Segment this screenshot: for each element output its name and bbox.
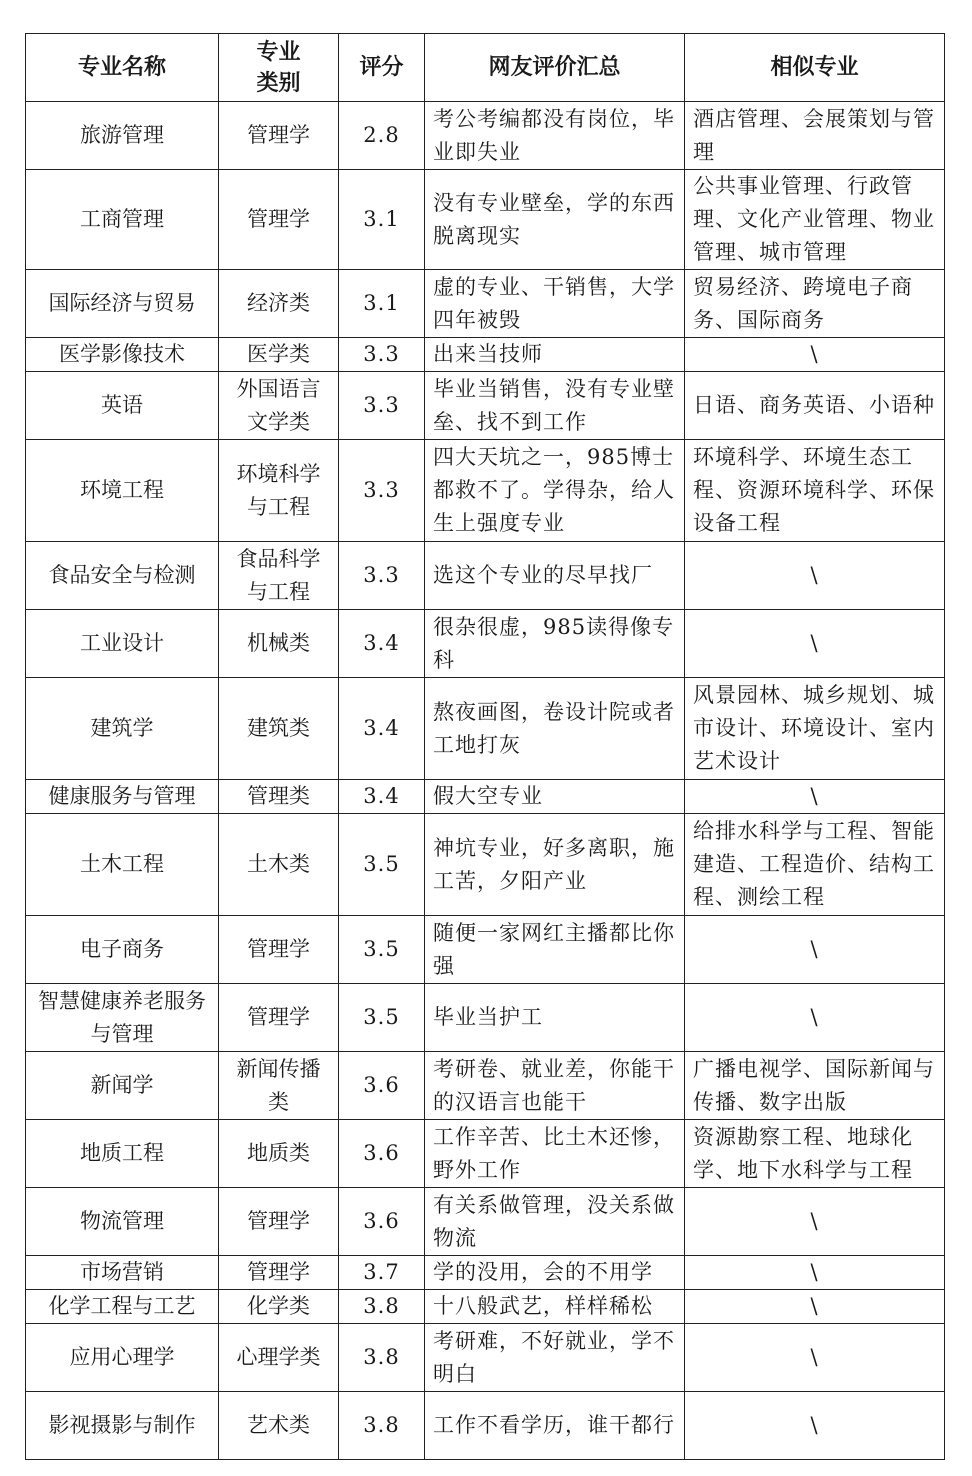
similar-majors: 贸易经济、跨境电子商务、国际商务 xyxy=(685,270,945,338)
major-category: 食品科学与工程 xyxy=(219,542,339,610)
similar-majors: \ xyxy=(685,338,945,372)
major-review: 熬夜画图，卷设计院或者工地打灰 xyxy=(425,678,685,780)
major-category: 管理学 xyxy=(219,984,339,1052)
table-row xyxy=(26,440,945,542)
header-similar: 相似专业 xyxy=(685,34,945,102)
similar-majors: \ xyxy=(685,1324,945,1392)
table-row xyxy=(26,610,945,678)
table-row xyxy=(26,1120,945,1188)
table-row xyxy=(26,984,945,1052)
major-category: 管理学 xyxy=(219,102,339,170)
similar-majors: 日语、商务英语、小语种 xyxy=(685,372,945,440)
major-name: 智慧健康养老服务与管理 xyxy=(26,984,219,1052)
major-review: 考公考编都没有岗位，毕业即失业 xyxy=(425,102,685,170)
major-score: 3.1 xyxy=(339,270,425,338)
major-category: 环境科学与工程 xyxy=(219,440,339,542)
major-review: 四大天坑之一，985博士都救不了。学得杂，给人生上强度专业 xyxy=(425,440,685,542)
major-review: 考研卷、就业差，你能干的汉语言也能干 xyxy=(425,1052,685,1120)
majors-table xyxy=(25,33,945,1460)
table-row xyxy=(26,542,945,610)
major-score: 3.6 xyxy=(339,1188,425,1256)
table-row xyxy=(26,1324,945,1392)
header-review: 网友评价汇总 xyxy=(425,34,685,102)
major-name: 电子商务 xyxy=(26,916,219,984)
major-score: 3.8 xyxy=(339,1290,425,1324)
major-name: 旅游管理 xyxy=(26,102,219,170)
major-name: 工业设计 xyxy=(26,610,219,678)
similar-majors: \ xyxy=(685,916,945,984)
header-name: 专业名称 xyxy=(26,34,219,102)
similar-majors: \ xyxy=(685,984,945,1052)
major-review: 随便一家网红主播都比你强 xyxy=(425,916,685,984)
major-category: 管理学 xyxy=(219,916,339,984)
major-review: 神坑专业，好多离职，施工苦，夕阳产业 xyxy=(425,814,685,916)
major-category: 化学类 xyxy=(219,1290,339,1324)
similar-majors: 广播电视学、国际新闻与传播、数字出版 xyxy=(685,1052,945,1120)
major-name: 环境工程 xyxy=(26,440,219,542)
major-score: 3.6 xyxy=(339,1120,425,1188)
similar-majors: \ xyxy=(685,1256,945,1290)
major-score: 3.5 xyxy=(339,814,425,916)
major-review: 没有专业壁垒，学的东西脱离现实 xyxy=(425,170,685,270)
major-review: 考研难，不好就业，学不明白 xyxy=(425,1324,685,1392)
major-score: 3.7 xyxy=(339,1256,425,1290)
major-name: 化学工程与工艺 xyxy=(26,1290,219,1324)
major-score: 3.1 xyxy=(339,170,425,270)
similar-majors: \ xyxy=(685,1392,945,1460)
major-score: 3.4 xyxy=(339,780,425,814)
major-review: 学的没用，会的不用学 xyxy=(425,1256,685,1290)
major-score: 3.3 xyxy=(339,338,425,372)
major-category: 建筑类 xyxy=(219,678,339,780)
major-score: 3.8 xyxy=(339,1392,425,1460)
similar-majors: 给排水科学与工程、智能建造、工程造价、结构工程、测绘工程 xyxy=(685,814,945,916)
major-name: 建筑学 xyxy=(26,678,219,780)
major-score: 3.3 xyxy=(339,440,425,542)
major-score: 3.4 xyxy=(339,610,425,678)
major-category: 外国语言文学类 xyxy=(219,372,339,440)
major-review: 出来当技师 xyxy=(425,338,685,372)
major-review: 很杂很虚，985读得像专科 xyxy=(425,610,685,678)
table-row xyxy=(26,1188,945,1256)
table-row xyxy=(26,678,945,780)
major-score: 3.5 xyxy=(339,916,425,984)
major-name: 国际经济与贸易 xyxy=(26,270,219,338)
major-review: 工作不看学历，谁干都行 xyxy=(425,1392,685,1460)
major-score: 3.6 xyxy=(339,1052,425,1120)
table-row xyxy=(26,1052,945,1120)
similar-majors: 环境科学、环境生态工程、资源环境科学、环保设备工程 xyxy=(685,440,945,542)
major-score: 3.8 xyxy=(339,1324,425,1392)
similar-majors: \ xyxy=(685,1188,945,1256)
similar-majors: \ xyxy=(685,542,945,610)
table-row xyxy=(26,270,945,338)
similar-majors: 风景园林、城乡规划、城市设计、环境设计、室内艺术设计 xyxy=(685,678,945,780)
header-score: 评分 xyxy=(339,34,425,102)
major-category: 地质类 xyxy=(219,1120,339,1188)
table-row xyxy=(26,102,945,170)
table-row xyxy=(26,338,945,372)
major-review: 十八般武艺，样样稀松 xyxy=(425,1290,685,1324)
similar-majors: 酒店管理、会展策划与管理 xyxy=(685,102,945,170)
similar-majors: \ xyxy=(685,1290,945,1324)
major-name: 应用心理学 xyxy=(26,1324,219,1392)
table-row xyxy=(26,1256,945,1290)
table-row xyxy=(26,1392,945,1460)
similar-majors: \ xyxy=(685,780,945,814)
major-review: 毕业当销售，没有专业壁垒、找不到工作 xyxy=(425,372,685,440)
major-name: 物流管理 xyxy=(26,1188,219,1256)
major-score: 3.3 xyxy=(339,542,425,610)
major-score: 3.4 xyxy=(339,678,425,780)
major-category: 艺术类 xyxy=(219,1392,339,1460)
major-score: 3.3 xyxy=(339,372,425,440)
similar-majors: 资源勘察工程、地球化学、地下水科学与工程 xyxy=(685,1120,945,1188)
major-category: 新闻传播类 xyxy=(219,1052,339,1120)
major-review: 选这个专业的尽早找厂 xyxy=(425,542,685,610)
major-score: 2.8 xyxy=(339,102,425,170)
similar-majors: 公共事业管理、行政管理、文化产业管理、物业管理、城市管理 xyxy=(685,170,945,270)
major-name: 地质工程 xyxy=(26,1120,219,1188)
major-name: 英语 xyxy=(26,372,219,440)
header-row xyxy=(26,34,945,102)
major-review: 假大空专业 xyxy=(425,780,685,814)
major-review: 工作辛苦、比土木还惨，野外工作 xyxy=(425,1120,685,1188)
major-category: 土木类 xyxy=(219,814,339,916)
major-name: 新闻学 xyxy=(26,1052,219,1120)
major-name: 健康服务与管理 xyxy=(26,780,219,814)
similar-majors: \ xyxy=(685,610,945,678)
table-row xyxy=(26,170,945,270)
major-name: 市场营销 xyxy=(26,1256,219,1290)
major-score: 3.5 xyxy=(339,984,425,1052)
table-row xyxy=(26,780,945,814)
major-name: 工商管理 xyxy=(26,170,219,270)
major-category: 管理类 xyxy=(219,780,339,814)
major-name: 食品安全与检测 xyxy=(26,542,219,610)
table-row xyxy=(26,916,945,984)
major-review: 虚的专业、干销售，大学四年被毁 xyxy=(425,270,685,338)
major-category: 管理学 xyxy=(219,1256,339,1290)
table-row xyxy=(26,372,945,440)
major-name: 土木工程 xyxy=(26,814,219,916)
major-category: 心理学类 xyxy=(219,1324,339,1392)
major-category: 医学类 xyxy=(219,338,339,372)
major-category: 管理学 xyxy=(219,170,339,270)
major-name: 影视摄影与制作 xyxy=(26,1392,219,1460)
table-row xyxy=(26,1290,945,1324)
table-row xyxy=(26,814,945,916)
major-review: 有关系做管理，没关系做物流 xyxy=(425,1188,685,1256)
major-review: 毕业当护工 xyxy=(425,984,685,1052)
major-category: 经济类 xyxy=(219,270,339,338)
major-category: 管理学 xyxy=(219,1188,339,1256)
major-name: 医学影像技术 xyxy=(26,338,219,372)
table-body xyxy=(26,102,945,1460)
major-category: 机械类 xyxy=(219,610,339,678)
header-category: 专业类别 xyxy=(219,34,339,102)
